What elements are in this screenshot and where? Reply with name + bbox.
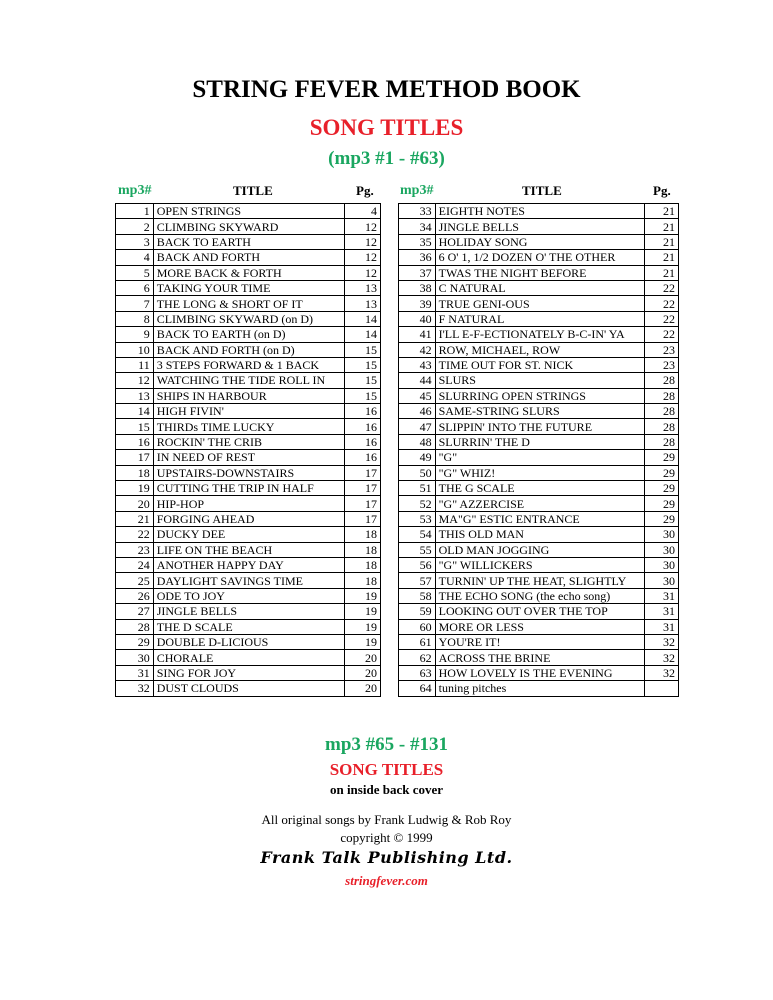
- mp3-number: 51: [399, 481, 436, 496]
- song-title: SLURS: [435, 373, 645, 388]
- table-row: [116, 619, 381, 634]
- page-number: 28: [645, 373, 679, 388]
- page-number: 18: [345, 527, 381, 542]
- mp3-number: 10: [116, 342, 154, 357]
- song-title: WATCHING THE TIDE ROLL IN: [153, 373, 345, 388]
- table-row: [116, 511, 381, 526]
- page-subtitle: SONG TITLES: [309, 115, 464, 140]
- mp3-number: 52: [399, 496, 436, 511]
- page-number: 20: [345, 681, 381, 696]
- left-page-header: Pg.: [356, 183, 374, 198]
- mp3-number: 29: [116, 634, 154, 649]
- song-title: CLIMBING SKYWARD (on D): [153, 311, 345, 326]
- footer-song-titles: SONG TITLES: [329, 760, 444, 779]
- page-number: 19: [345, 588, 381, 603]
- mp3-number: 5: [116, 265, 154, 280]
- mp3-number: 25: [116, 573, 154, 588]
- table-row: [399, 296, 679, 311]
- page-number: 22: [645, 296, 679, 311]
- table-row: [116, 542, 381, 557]
- song-title: F NATURAL: [435, 311, 645, 326]
- page-number: 16: [345, 404, 381, 419]
- table-row: [116, 557, 381, 572]
- page-number: 28: [645, 419, 679, 434]
- page-number: 29: [645, 465, 679, 480]
- page-number: 20: [345, 650, 381, 665]
- mp3-number: 23: [116, 542, 154, 557]
- table-row: [399, 665, 679, 680]
- song-title: UPSTAIRS-DOWNSTAIRS: [153, 465, 345, 480]
- mp3-number: 47: [399, 419, 436, 434]
- page-number: 22: [645, 280, 679, 295]
- page-number: 16: [345, 450, 381, 465]
- mp3-number: 11: [116, 357, 154, 372]
- table-row: [116, 311, 381, 326]
- table-row: [399, 511, 679, 526]
- table-row: [399, 588, 679, 603]
- mp3-number: 14: [116, 404, 154, 419]
- song-title: ROW, MICHAEL, ROW: [435, 342, 645, 357]
- song-title: JINGLE BELLS: [153, 604, 345, 619]
- song-title: "G": [435, 450, 645, 465]
- mp3-number: 6: [116, 280, 154, 295]
- page-number: 14: [345, 327, 381, 342]
- mp3-number: 22: [116, 527, 154, 542]
- table-row: [399, 388, 679, 403]
- mp3-number: 35: [399, 234, 436, 249]
- page-number: 15: [345, 388, 381, 403]
- song-title: JINGLE BELLS: [435, 219, 645, 234]
- mp3-number: 64: [399, 681, 436, 696]
- song-title: BACK TO EARTH: [153, 234, 345, 249]
- page-number: 17: [345, 481, 381, 496]
- table-row: [399, 311, 679, 326]
- page-number: 31: [645, 588, 679, 603]
- page-number: 30: [645, 557, 679, 572]
- mp3-number: 49: [399, 450, 436, 465]
- table-row: [116, 234, 381, 249]
- song-title: I'LL E-F-ECTIONATELY B-C-IN' YA: [435, 327, 645, 342]
- page-number: 18: [345, 542, 381, 557]
- table-row: [116, 419, 381, 434]
- page-number: [645, 681, 679, 696]
- table-row: [116, 219, 381, 234]
- page-number: 30: [645, 573, 679, 588]
- page-number: 19: [345, 634, 381, 649]
- song-title: ACROSS THE BRINE: [435, 650, 645, 665]
- song-title: SLURRIN' THE D: [435, 434, 645, 449]
- table-row: [399, 250, 679, 265]
- table-row: [399, 357, 679, 372]
- table-row: [116, 250, 381, 265]
- page-number: 12: [345, 219, 381, 234]
- song-title: LIFE ON THE BEACH: [153, 542, 345, 557]
- website-link[interactable]: stringfever.com: [345, 873, 428, 888]
- mp3-number: 60: [399, 619, 436, 634]
- mp3-number: 62: [399, 650, 436, 665]
- table-row: [116, 388, 381, 403]
- table-row: [116, 650, 381, 665]
- mp3-number: 56: [399, 557, 436, 572]
- song-title: MORE BACK & FORTH: [153, 265, 345, 280]
- song-title: "G" WHIZ!: [435, 465, 645, 480]
- song-title: ODE TO JOY: [153, 588, 345, 603]
- left-mp3-header: mp3#: [118, 183, 152, 198]
- table-row: [116, 527, 381, 542]
- mp3-number: 32: [116, 681, 154, 696]
- table-row: [399, 234, 679, 249]
- table-row: [116, 296, 381, 311]
- table-row: [399, 481, 679, 496]
- table-row: [399, 604, 679, 619]
- song-title: "G" AZZERCISE: [435, 496, 645, 511]
- song-title: HIP-HOP: [153, 496, 345, 511]
- table-row: [116, 481, 381, 496]
- page-number: 21: [645, 250, 679, 265]
- table-row: [116, 280, 381, 295]
- mp3-number: 4: [116, 250, 154, 265]
- mp3-number: 34: [399, 219, 436, 234]
- song-title: TWAS THE NIGHT BEFORE: [435, 265, 645, 280]
- mp3-number: 24: [116, 557, 154, 572]
- table-row: [116, 357, 381, 372]
- right-mp3-header: mp3#: [400, 183, 434, 198]
- page-number: 23: [645, 357, 679, 372]
- table-row: [399, 619, 679, 634]
- page-number: 32: [645, 665, 679, 680]
- table-row: [399, 280, 679, 295]
- page-number: 29: [645, 481, 679, 496]
- page-number: 22: [645, 311, 679, 326]
- page-number: 18: [345, 573, 381, 588]
- table-row: [116, 342, 381, 357]
- song-title: TURNIN' UP THE HEAT, SLIGHTLY: [435, 573, 645, 588]
- page-number: 32: [645, 650, 679, 665]
- song-title: BACK AND FORTH: [153, 250, 345, 265]
- table-row: [116, 496, 381, 511]
- song-title: HIGH FIVIN': [153, 404, 345, 419]
- song-title: SING FOR JOY: [153, 665, 345, 680]
- page-number: 12: [345, 250, 381, 265]
- mp3-number: 63: [399, 665, 436, 680]
- page-number: 16: [345, 434, 381, 449]
- song-title: THE G SCALE: [435, 481, 645, 496]
- mp3-number: 58: [399, 588, 436, 603]
- table-row: [399, 557, 679, 572]
- mp3-number: 37: [399, 265, 436, 280]
- song-title: DAYLIGHT SAVINGS TIME: [153, 573, 345, 588]
- table-row: [399, 650, 679, 665]
- page-number: 21: [645, 265, 679, 280]
- song-title: CLIMBING SKYWARD: [153, 219, 345, 234]
- table-row: [116, 204, 381, 219]
- song-title: SLURRING OPEN STRINGS: [435, 388, 645, 403]
- song-title: SLIPPIN' INTO THE FUTURE: [435, 419, 645, 434]
- song-title: 6 O' 1, 1/2 DOZEN O' THE OTHER: [435, 250, 645, 265]
- mp3-number: 54: [399, 527, 436, 542]
- table-row: [116, 665, 381, 680]
- credits-line: All original songs by Frank Ludwig & Rob Roy: [261, 812, 512, 827]
- page-number: 21: [645, 234, 679, 249]
- footer-note: on inside back cover: [329, 782, 444, 797]
- table-row: [399, 634, 679, 649]
- page-number: 20: [345, 665, 381, 680]
- mp3-number: 16: [116, 434, 154, 449]
- page-number: 28: [645, 404, 679, 419]
- mp3-number: 33: [399, 204, 436, 219]
- table-row: [399, 219, 679, 234]
- page-number: 31: [645, 604, 679, 619]
- mp3-number: 30: [116, 650, 154, 665]
- page-number: 16: [345, 419, 381, 434]
- song-title: THIS OLD MAN: [435, 527, 645, 542]
- page-number: 29: [645, 496, 679, 511]
- table-row: [116, 588, 381, 603]
- table-row: [399, 327, 679, 342]
- page-number: 23: [645, 342, 679, 357]
- mp3-number: 55: [399, 542, 436, 557]
- mp3-number: 18: [116, 465, 154, 480]
- page-number: 29: [645, 450, 679, 465]
- page-number: 19: [345, 604, 381, 619]
- song-title: DUCKY DEE: [153, 527, 345, 542]
- page-number: 15: [345, 373, 381, 388]
- song-title: FORGING AHEAD: [153, 511, 345, 526]
- mp3-number: 1: [116, 204, 154, 219]
- table-row: [399, 681, 679, 696]
- song-title: TIME OUT FOR ST. NICK: [435, 357, 645, 372]
- page-number: 14: [345, 311, 381, 326]
- table-row: [399, 265, 679, 280]
- table-row: [116, 450, 381, 465]
- mp3-number: 44: [399, 373, 436, 388]
- mp3-number: 50: [399, 465, 436, 480]
- page-number: 12: [345, 234, 381, 249]
- footer-mp3-range: mp3 #65 - #131: [325, 734, 448, 755]
- mp3-number: 7: [116, 296, 154, 311]
- page-number: 31: [645, 619, 679, 634]
- mp3-number: 12: [116, 373, 154, 388]
- table-row: [116, 434, 381, 449]
- page-number: 30: [645, 542, 679, 557]
- page-number: 21: [645, 204, 679, 219]
- table-row: [399, 419, 679, 434]
- page-number: 28: [645, 388, 679, 403]
- table-row: [399, 450, 679, 465]
- mp3-number: 15: [116, 419, 154, 434]
- page-number: 28: [645, 434, 679, 449]
- table-row: [399, 496, 679, 511]
- table-row: [116, 404, 381, 419]
- song-title: THIRDs TIME LUCKY: [153, 419, 345, 434]
- page-number: 15: [345, 357, 381, 372]
- mp3-number: 2: [116, 219, 154, 234]
- song-title: CUTTING THE TRIP IN HALF: [153, 481, 345, 496]
- page-number: 18: [345, 557, 381, 572]
- song-title: "G" WILLICKERS: [435, 557, 645, 572]
- page-number: 17: [345, 511, 381, 526]
- mp3-number: 53: [399, 511, 436, 526]
- mp3-number: 43: [399, 357, 436, 372]
- song-title: ANOTHER HAPPY DAY: [153, 557, 345, 572]
- song-title: OLD MAN JOGGING: [435, 542, 645, 557]
- mp3-number: 41: [399, 327, 436, 342]
- page-number: 4: [345, 204, 381, 219]
- song-table-left: [115, 203, 381, 697]
- mp3-number: 8: [116, 311, 154, 326]
- table-row: [116, 681, 381, 696]
- left-title-header: TITLE: [233, 183, 273, 198]
- mp3-number: 20: [116, 496, 154, 511]
- mp3-number: 46: [399, 404, 436, 419]
- publisher-logo: Frank Talk Publishing Ltd.: [260, 848, 513, 867]
- table-row: [399, 204, 679, 219]
- mp3-number: 26: [116, 588, 154, 603]
- song-title: CHORALE: [153, 650, 345, 665]
- song-title: HOLIDAY SONG: [435, 234, 645, 249]
- table-row: [399, 573, 679, 588]
- table-row: [116, 573, 381, 588]
- page-number: 19: [345, 619, 381, 634]
- song-title: 3 STEPS FORWARD & 1 BACK: [153, 357, 345, 372]
- song-title: TRUE GENI-OUS: [435, 296, 645, 311]
- song-title: LOOKING OUT OVER THE TOP: [435, 604, 645, 619]
- page-number: 30: [645, 527, 679, 542]
- mp3-number: 17: [116, 450, 154, 465]
- mp3-number: 59: [399, 604, 436, 619]
- right-page-header: Pg.: [653, 183, 671, 198]
- mp3-number: 61: [399, 634, 436, 649]
- page-number: 21: [645, 219, 679, 234]
- copyright-line: copyright © 1999: [340, 830, 433, 845]
- mp3-range-heading: (mp3 #1 - #63): [328, 148, 445, 169]
- mp3-number: 45: [399, 388, 436, 403]
- song-title: TAKING YOUR TIME: [153, 280, 345, 295]
- page-number: 22: [645, 327, 679, 342]
- song-title: DOUBLE D-LICIOUS: [153, 634, 345, 649]
- song-title: DUST CLOUDS: [153, 681, 345, 696]
- page-number: 29: [645, 511, 679, 526]
- mp3-number: 9: [116, 327, 154, 342]
- table-row: [399, 342, 679, 357]
- table-row: [116, 327, 381, 342]
- mp3-number: 39: [399, 296, 436, 311]
- song-title: SAME-STRING SLURS: [435, 404, 645, 419]
- song-title: EIGHTH NOTES: [435, 204, 645, 219]
- song-title: MA"G" ESTIC ENTRANCE: [435, 511, 645, 526]
- page-number: 17: [345, 496, 381, 511]
- song-title: HOW LOVELY IS THE EVENING: [435, 665, 645, 680]
- table-row: [399, 527, 679, 542]
- mp3-number: 13: [116, 388, 154, 403]
- mp3-number: 42: [399, 342, 436, 357]
- mp3-number: 38: [399, 280, 436, 295]
- page-number: 12: [345, 265, 381, 280]
- table-row: [399, 373, 679, 388]
- mp3-number: 19: [116, 481, 154, 496]
- song-title: BACK TO EARTH (on D): [153, 327, 345, 342]
- table-row: [116, 604, 381, 619]
- song-title: BACK AND FORTH (on D): [153, 342, 345, 357]
- song-title: ROCKIN' THE CRIB: [153, 434, 345, 449]
- song-title: MORE OR LESS: [435, 619, 645, 634]
- page-number: 15: [345, 342, 381, 357]
- mp3-number: 48: [399, 434, 436, 449]
- mp3-number: 3: [116, 234, 154, 249]
- table-row: [399, 542, 679, 557]
- page-number: 13: [345, 280, 381, 295]
- table-row: [399, 434, 679, 449]
- mp3-number: 40: [399, 311, 436, 326]
- song-title: C NATURAL: [435, 280, 645, 295]
- mp3-number: 21: [116, 511, 154, 526]
- table-row: [116, 634, 381, 649]
- page-number: 17: [345, 465, 381, 480]
- table-row: [399, 404, 679, 419]
- table-row: [116, 265, 381, 280]
- mp3-number: 31: [116, 665, 154, 680]
- page-title: STRING FEVER METHOD BOOK: [192, 76, 581, 103]
- mp3-number: 36: [399, 250, 436, 265]
- mp3-number: 27: [116, 604, 154, 619]
- song-title: YOU'RE IT!: [435, 634, 645, 649]
- table-row: [116, 373, 381, 388]
- table-row: [399, 465, 679, 480]
- song-title: tuning pitches: [435, 681, 645, 696]
- right-title-header: TITLE: [522, 183, 562, 198]
- song-title: THE ECHO SONG (the echo song): [435, 588, 645, 603]
- mp3-number: 28: [116, 619, 154, 634]
- page-number: 32: [645, 634, 679, 649]
- mp3-number: 57: [399, 573, 436, 588]
- song-title: THE LONG & SHORT OF IT: [153, 296, 345, 311]
- page-number: 13: [345, 296, 381, 311]
- song-title: THE D SCALE: [153, 619, 345, 634]
- table-row: [116, 465, 381, 480]
- song-table-right: [398, 203, 679, 697]
- song-title: IN NEED OF REST: [153, 450, 345, 465]
- song-title: OPEN STRINGS: [153, 204, 345, 219]
- song-title: SHIPS IN HARBOUR: [153, 388, 345, 403]
